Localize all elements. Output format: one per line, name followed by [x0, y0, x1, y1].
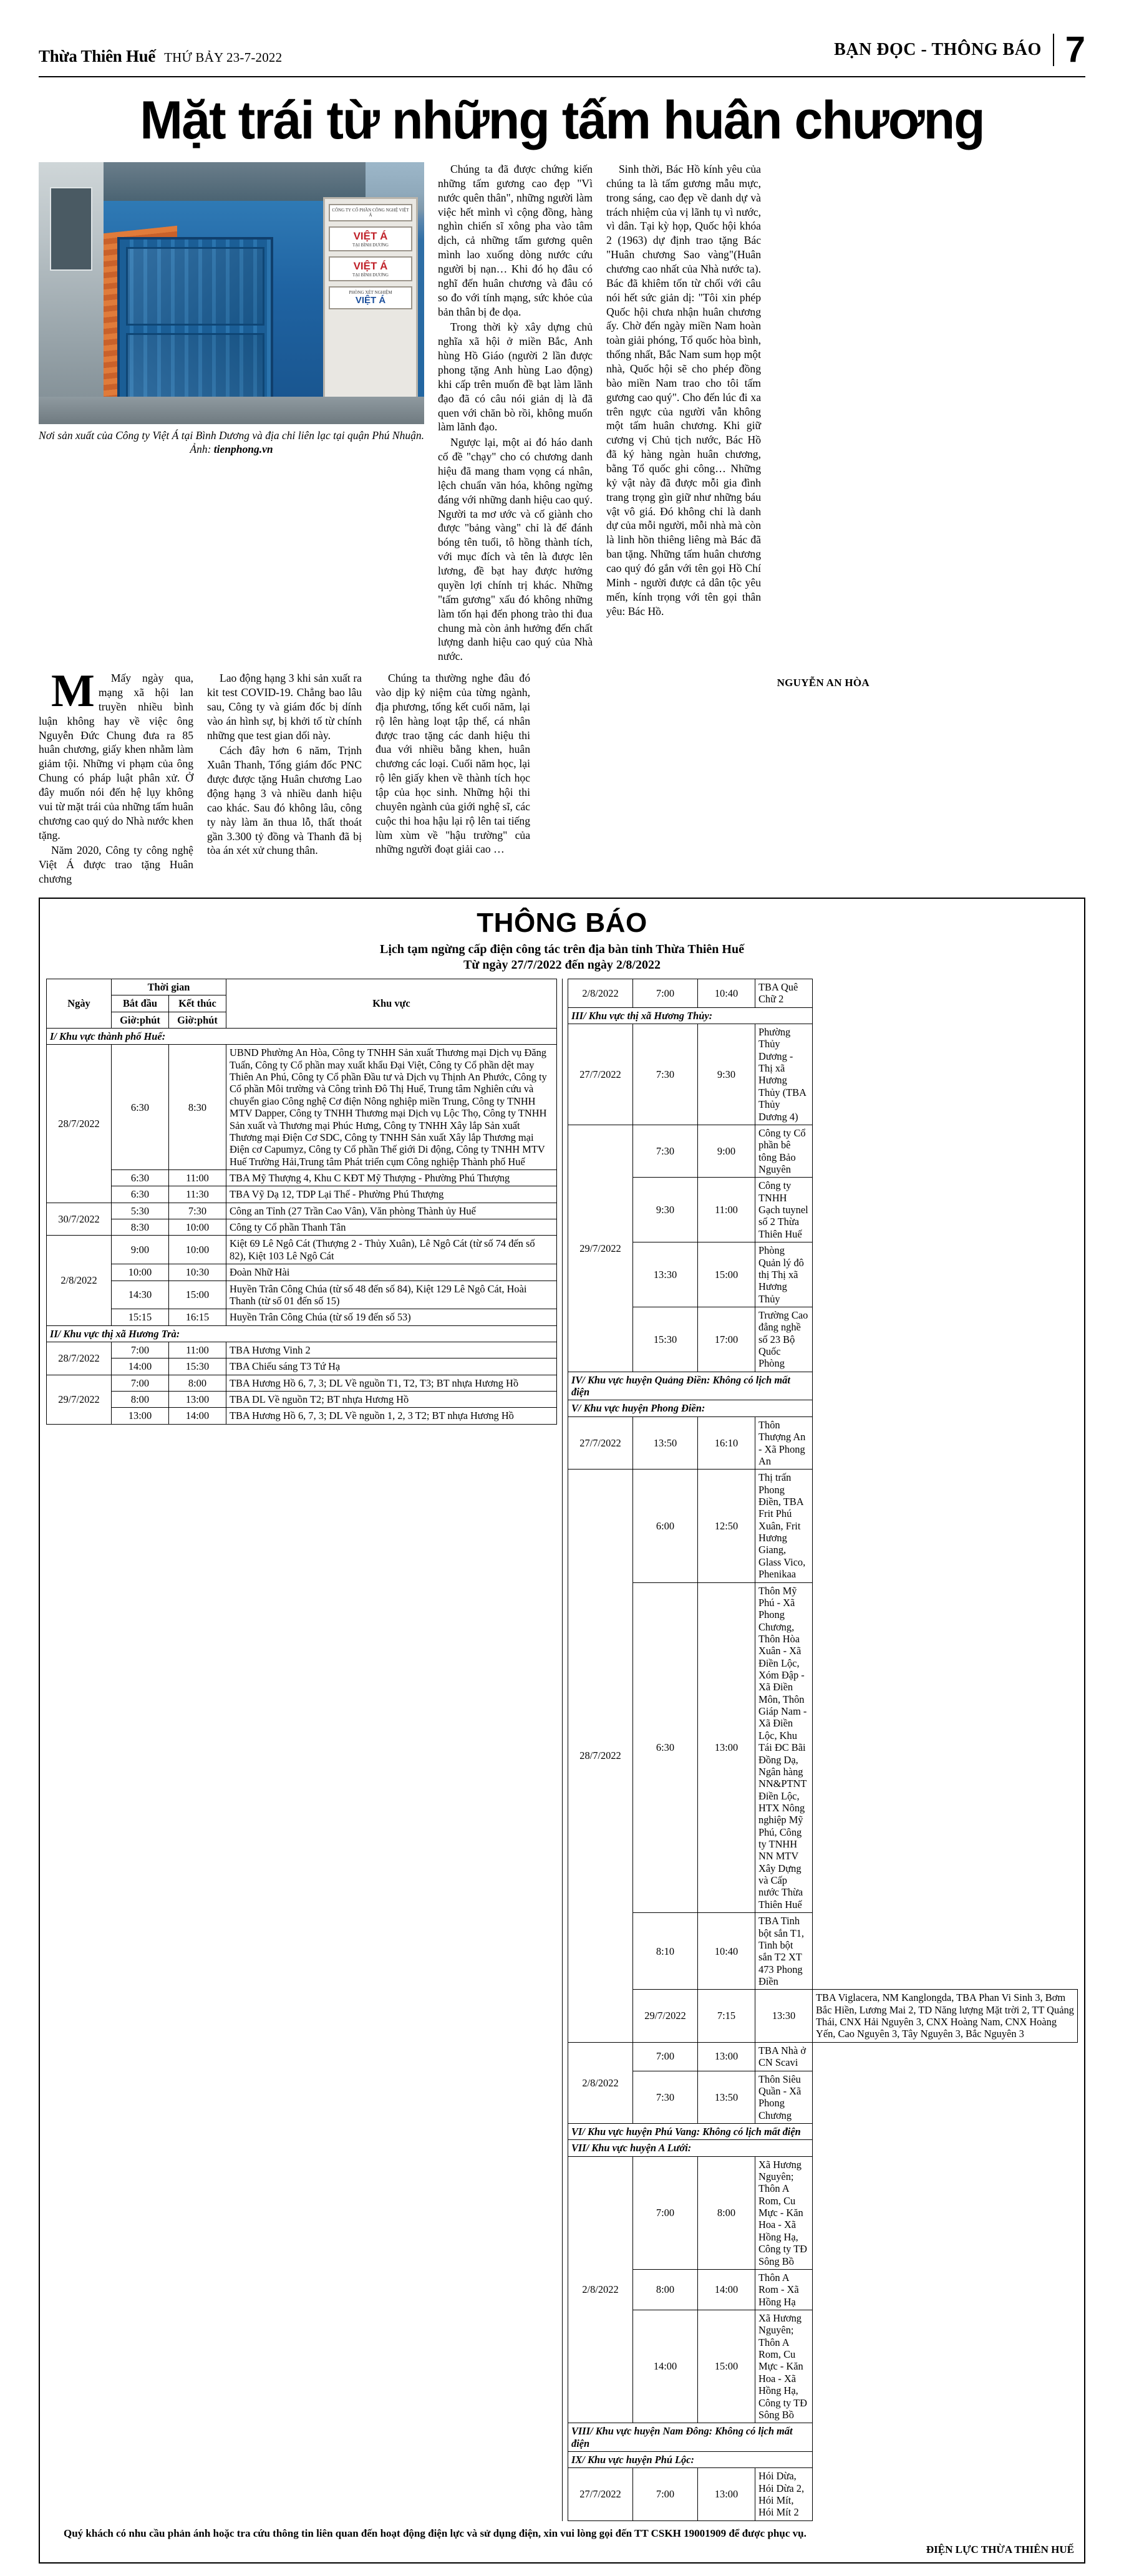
cell-area: TBA Viglacera, NM Kanglongda, TBA Phan Vi Sinh 3, Bơm Bắc Hiền, Lương Mai 2, TD Năng lượng Mặt trời 2, TT Quảng Thái, CNX Hải Nguyên 3, CNX Hoàng Nam, CNX Hoàng Yến, Cao Nguyên 3, Tây Nguyên 3, Bắc Nguyên 3: [813, 1990, 1078, 2042]
cell-area: TBA Mỹ Thượng 4, Khu C KĐT Mỹ Thượng - Phường Phú Thượng: [226, 1170, 557, 1186]
cell-area: Huyền Trân Công Chúa (từ số 19 đến số 53): [226, 1309, 557, 1325]
cell-start-time: 7:30: [633, 2071, 698, 2123]
article-column-3: Chúng ta thường nghe đâu đó vào dịp kỷ niệm của từng ngành, địa phương, tổng kết cuối năm, lại rộ lên hàng loạt tập thể, cá nhân được trao tặng các danh hiệu thi đua với nhiều bằng khen, huân chương các loại. Cuối năm học, lại rộ lên giấy khen về thành tích học tập của học sinh. Những hội thi chuyên ngành của giới nghệ sĩ, các cuộc thi hoa hậu lại rộ lên tai tiếng lùm xùm về "hậu trường" của những người đoạt giải cao …: [375, 672, 530, 856]
cell-end-time: 16:15: [169, 1309, 226, 1325]
cell-end-time: 15:00: [169, 1281, 226, 1309]
cell-start-time: 7:30: [633, 1125, 698, 1177]
article-column-2: Lao động hạng 3 khi sản xuất ra kit test COVID-19. Chẳng bao lâu sau, Công ty và giám đốc bị dính vào án hình sự, bị khởi tố từ chính những que test gian dối này. Cách đây hơn 6 năm, Trịnh Xuân Thanh, Tổng giám đốc PNC được được tặng Huân chương Lao động hạng 3 và nhiều danh hiệu cao khác. Sau đó không lâu, công ty này làm ăn thua lỗ, thất thoát gần 3.300 tỷ đồng và Thanh đã bị tòa án xét xử chung thân.: [207, 672, 362, 857]
section-label: VI/ Khu vực huyện Phú Vang: Không có lịch mất điện: [568, 2123, 813, 2139]
cell-date: 28/7/2022: [568, 1470, 633, 2043]
cell-start-time: 6:30: [112, 1186, 169, 1203]
cell-start-time: 7:15: [698, 1990, 755, 2042]
cell-start-time: 9:30: [633, 1178, 698, 1242]
notice-block: [39, 898, 1085, 2564]
table-row: [47, 1375, 557, 1391]
cell-start-time: 6:00: [633, 1470, 698, 1582]
section-label: VII/ Khu vực huyện A Lưới:: [568, 2140, 813, 2156]
cell-area: Kiệt 69 Lê Ngô Cát (Thượng 2 - Thủy Xuân), Lê Ngô Cát (từ số 74 đến số 82), Kiệt 103 Lê Ngô Cát: [226, 1236, 557, 1264]
table-header-row: [47, 979, 557, 995]
cell-start-time: 6:30: [112, 1045, 169, 1170]
cell-area: Phòng Quản lý đô thị Thị xã Hương Thủy: [755, 1242, 813, 1307]
photo-sign-2: VIỆT Á TẠI BÌNH DƯƠNG: [329, 256, 412, 281]
table-row: [568, 2269, 1078, 2310]
section-title: BẠN ĐỌC - THÔNG BÁO: [834, 40, 1042, 59]
paper-name: Thừa Thiên Huế: [39, 47, 156, 65]
cell-start-time: 8:30: [112, 1219, 169, 1236]
cell-start-time: 7:00: [112, 1375, 169, 1391]
table-section-row: [568, 1400, 1078, 1416]
outage-table-right-wrap: [562, 979, 1078, 2521]
cell-area: TBA Nhà ở CN Scavi: [755, 2042, 813, 2071]
table-section-row: [568, 1372, 1078, 1400]
cell-date: 28/7/2022: [47, 1045, 112, 1203]
section-label: II/ Khu vực thị xã Hương Trà:: [47, 1325, 557, 1342]
cell-end-time: 8:00: [698, 2156, 755, 2269]
cell-area: Thôn Siêu Quần - Xã Phong Chương: [755, 2071, 813, 2123]
cell-area: Huyền Trân Công Chúa (từ số 48 đến số 84), Kiệt 129 Lê Ngô Cát, Hoài Thanh (từ số 01 đến số 15): [226, 1281, 557, 1309]
cell-end-time: 17:00: [698, 1307, 755, 1372]
cell-date: 29/7/2022: [568, 1125, 633, 1372]
notice-subtitle: Lịch tạm ngừng cấp điện công tác trên địa bàn tỉnh Thừa Thiên Huế: [380, 942, 744, 956]
cell-date: 27/7/2022: [568, 2468, 633, 2520]
notice-footer-text: Quý khách có nhu cầu phản ánh hoặc tra cứu thông tin liên quan đến hoạt động điện lực và sử dụng điện, xin vui lòng gọi đến TT CSKH 19001909 để được phục vụ.: [64, 2527, 807, 2539]
cell-date: 30/7/2022: [47, 1203, 112, 1236]
outage-table-right: [568, 979, 1078, 2521]
cell-date: 2/8/2022: [47, 1236, 112, 1325]
photo-sign-3: PHÒNG XÉT NGHIỆM VIỆT Á: [329, 286, 412, 309]
cell-area: Phường Thủy Dương - Thị xã Hương Thủy (TBA Thủy Dương 4): [755, 1024, 813, 1125]
cell-end-time: 8:30: [169, 1045, 226, 1170]
photo-gate: [117, 237, 273, 424]
header-area: Khu vực: [226, 979, 557, 1028]
cell-end-time: 10:40: [698, 979, 755, 1007]
cell-area: Thôn Mỹ Phú - Xã Phong Chương, Thôn Hòa Xuân - Xã Điền Lộc, Xóm Đập - Xã Điền Môn, Thôn Giáp Nam - Xã Điền Lộc, Khu Tái ĐC Bãi Đồng Dạ, Ngân hàng NN&PTNT Điền Lộc, HTX Nông nghiệp Mỹ Phú, Công ty TNHH NN MTV Xây Dựng và Cấp nước Thừa Thiên Huế: [755, 1582, 813, 1913]
cell-date: 29/7/2022: [633, 1990, 698, 2042]
table-row: [47, 1264, 557, 1281]
cell-area: Thôn A Rom - Xã Hồng Hạ: [755, 2269, 813, 2310]
table-section-row: [568, 2140, 1078, 2156]
cell-end-time: 13:00: [698, 2468, 755, 2520]
header-start-unit: Giờ:phút: [112, 1012, 169, 1028]
cell-area: Công ty TNHH Gạch tuynel số 2 Thừa Thiên Huế: [755, 1178, 813, 1242]
cell-start-time: 13:00: [112, 1408, 169, 1424]
section-label: I/ Khu vực thành phố Huế:: [47, 1029, 557, 1045]
masthead-divider: [1053, 34, 1054, 66]
table-row: [568, 979, 1078, 1007]
cell-end-time: 10:40: [698, 1913, 755, 1990]
table-row: [568, 2310, 1078, 2423]
cell-end-time: 15:30: [169, 1358, 226, 1375]
header-time-group: Thời gian: [112, 979, 226, 995]
cell-area: TBA Hương Hồ 6, 7, 3; DL Về nguồn 1, 2, 3 T2; BT nhựa Hương Hồ: [226, 1408, 557, 1424]
cell-start-time: 15:30: [633, 1307, 698, 1372]
table-row: [47, 1203, 557, 1219]
cell-date: 28/7/2022: [47, 1342, 112, 1375]
cell-end-time: 10:00: [169, 1236, 226, 1264]
outage-table-left-wrap: [46, 979, 562, 2521]
photo-building-left: [39, 162, 112, 424]
cell-area: TBA DL Về nguồn T2; BT nhựa Hương Hồ: [226, 1392, 557, 1408]
cell-area: TBA Quê Chữ 2: [755, 979, 813, 1007]
table-section-row: [568, 2451, 1078, 2467]
cell-area: Công ty Cổ phần bê tông Bảo Nguyên: [755, 1125, 813, 1177]
cell-area: TBA Hương Hồ 6, 7, 3; DL Về nguồn T1, T2, T3; BT nhựa Hương Hồ: [226, 1375, 557, 1391]
cell-end-time: 13:50: [698, 2071, 755, 2123]
section-label: IX/ Khu vực huyện Phú Lộc:: [568, 2451, 813, 2467]
photo-caption-text: Nơi sản xuất của Công ty Việt Á tại Bình Dương và địa chỉ liên lạc tại quận Phú Nhuận. Ảnh:: [39, 429, 424, 455]
cell-end-time: 13:00: [169, 1392, 226, 1408]
header-date: Ngày: [47, 979, 112, 1028]
masthead-right: [834, 29, 1085, 70]
cell-start-time: 7:00: [112, 1342, 169, 1358]
table-row: [568, 2042, 1078, 2071]
cell-start-time: 14:30: [112, 1281, 169, 1309]
cell-end-time: 10:00: [169, 1219, 226, 1236]
notice-signature: ĐIỆN LỰC THỪA THIÊN HUẾ: [926, 2543, 1074, 2555]
cell-area: Thị trấn Phong Điền, TBA Frit Phú Xuân, Frit Hương Giang, Glass Vico, Phenikaa: [755, 1470, 813, 1582]
cell-end-time: 7:30: [169, 1203, 226, 1219]
table-row: [568, 1470, 1078, 1582]
cell-area: Trường Cao đẳng nghề số 23 Bộ Quốc Phòng: [755, 1307, 813, 1372]
cell-area: Thôn Thượng An - Xã Phong An: [755, 1416, 813, 1469]
table-section-row: [568, 2123, 1078, 2139]
table-row: [47, 1045, 557, 1170]
cell-end-time: 14:00: [698, 2269, 755, 2310]
masthead-rule: [39, 76, 1085, 77]
cell-date: 27/7/2022: [568, 1024, 633, 1125]
photo-sign-company: CÔNG TY CỔ PHẦN CÔNG NGHỆ VIỆT Á: [329, 204, 412, 221]
outage-table-left: [46, 979, 557, 1425]
cell-area: TBA Tinh bột sắn T1, Tinh bột sắn T2 XT 473 Phong Điền: [755, 1913, 813, 1990]
cell-area: Xã Hương Nguyên; Thôn A Rom, Cu Mực - Kăn Hoa - Xã Hồng Hạ, Công ty TĐ Sông Bồ: [755, 2156, 813, 2269]
cell-start-time: 8:10: [633, 1913, 698, 1990]
table-row: [47, 1281, 557, 1309]
cell-start-time: 9:00: [112, 1236, 169, 1264]
table-row: [47, 1408, 557, 1424]
cell-start-time: 13:50: [633, 1416, 698, 1469]
cell-area: Đoàn Nhữ Hài: [226, 1264, 557, 1281]
table-row: [568, 1307, 1078, 1372]
cell-date: 2/8/2022: [568, 979, 633, 1007]
cell-area: Công an Tỉnh (27 Trần Cao Vân), Văn phòng Thành ủy Huế: [226, 1203, 557, 1219]
table-row: [568, 2156, 1078, 2269]
cell-start-time: 13:30: [633, 1242, 698, 1307]
article-top-text: [438, 162, 1085, 665]
table-section-row: [47, 1325, 557, 1342]
table-row: [47, 1170, 557, 1186]
table-row: [47, 1392, 557, 1408]
cell-start-time: 5:30: [112, 1203, 169, 1219]
header-start: Bắt đầu: [112, 995, 169, 1012]
cell-start-time: 6:30: [112, 1170, 169, 1186]
table-row: [47, 1219, 557, 1236]
cell-end-time: 9:30: [698, 1024, 755, 1125]
cell-end-time: 13:30: [755, 1990, 813, 2042]
outage-table-head: [47, 979, 557, 1028]
masthead: [39, 29, 1085, 72]
cell-end-time: 11:00: [698, 1178, 755, 1242]
cell-start-time: 7:00: [633, 2042, 698, 2071]
table-row: [568, 1990, 1078, 2042]
article-top: [39, 162, 1085, 665]
cell-end-time: 11:00: [169, 1342, 226, 1358]
table-section-row: [568, 2423, 1078, 2452]
notice-tables: [46, 979, 1078, 2521]
cell-start-time: 7:30: [633, 1024, 698, 1125]
cell-area: Công ty Cổ phần Thanh Tân: [226, 1219, 557, 1236]
cell-end-time: 13:00: [698, 1582, 755, 1913]
cell-start-time: 15:15: [112, 1309, 169, 1325]
cell-area: Hói Dừa, Hói Dừa 2, Hói Mít, Hói Mít 2: [755, 2468, 813, 2520]
cell-end-time: 8:00: [169, 1375, 226, 1391]
cell-start-time: 6:30: [633, 1582, 698, 1913]
article-headline: Mặt trái từ những tấm huân chương: [140, 90, 984, 150]
article-column-4: [544, 671, 870, 888]
cell-start-time: 7:00: [633, 2468, 698, 2520]
header-end-unit: Giờ:phút: [169, 1012, 226, 1028]
masthead-left: [39, 47, 282, 66]
cell-start-time: 8:00: [633, 2269, 698, 2310]
photo-ground: [39, 397, 424, 424]
section-label: IV/ Khu vực huyện Quảng Điền: Không có lịch mất điện: [568, 1372, 813, 1400]
cell-start-time: 7:00: [633, 2156, 698, 2269]
table-row: [47, 1342, 557, 1358]
photo-caption: [39, 429, 424, 457]
notice-date-range: Từ ngày 27/7/2022 đến ngày 2/8/2022: [463, 957, 661, 972]
cell-end-time: 10:30: [169, 1264, 226, 1281]
table-row: [47, 1236, 557, 1264]
photo-sign-board: [323, 197, 418, 408]
table-section-row: [568, 1007, 1078, 1024]
article-bottom: [39, 666, 1085, 888]
cell-end-time: 16:10: [698, 1416, 755, 1469]
article-column-1: M Mấy ngày qua, mạng xã hội lan truyền nhiều bình luận không hay về việc ông Nguyễn Đức Chung đưa ra 85 huân chương, giấy khen nhằm làm giảm tội. Những vi phạm của ông Chung có pháp luật phân xử. Ở đây muốn nói đến hệ lụy không vui từ mặt trái của những tấm huân chương cao quý do Nhà nước khen tặng. Năm 2020, Công ty công nghệ Việt Á được trao tặng Huân chương: [39, 666, 193, 886]
cell-start-time: 7:00: [633, 979, 698, 1007]
cell-start-time: 8:00: [112, 1392, 169, 1408]
section-label: VIII/ Khu vực huyện Nam Đông: Không có lịch mất điện: [568, 2423, 813, 2452]
article-column-5: Chúng ta đã được chứng kiến những tấm gương cao đẹp "Vì nước quên thân", những người làm việc hết mình vì cộng đồng, hàng nghìn chiến sĩ xông pha vào tâm dịch, cả những tấm gương quên mình lao xuống dòng nước cứu người bị nạn… Khi đó họ đâu có nghĩ đến huân chương và đâu có so đo với tính mạng, sức khỏe của bản thân bị đe dọa. Trong thời kỳ xây dựng chủ nghĩa xã hội ở miền Bắc, Anh hùng Hồ Giáo (người 2 lần được phong tặng Anh hùng Lao động) khi cấp trên muốn đề bạt làm lãnh đạo đã có câu nói giản dị là đã quen với chăn bò rồi, không muốn làm lãnh đạo. Ngược lại, một ai đó háo danh cố đề "chạy" cho có chương danh hiệu đã mang tham vọng cá nhân, lệch chuẩn văn hóa, không ngừng đáng với những danh hiệu cao quý. Người ta mơ ước và cố giành cho được "bảng vàng" chỉ là để đánh bóng tên tuổi, tô hồng thành tích, với mục đích và tên là được lên lương, đề bạt hay được hưởng quyền lợi chính trị khác. Những "tấm gương" xấu đó không những làm tốn hại đến phong trào thi đua chung mà còn ảnh hưởng đến chất lượng danh hiệu cao quý của Nhà nước.: [438, 163, 593, 663]
article-photo: [39, 162, 424, 424]
table-row: [47, 1309, 557, 1325]
drop-cap: M: [51, 666, 95, 717]
cell-end-time: 9:00: [698, 1125, 755, 1177]
cell-area: Xã Hương Nguyên; Thôn A Rom, Cu Mực - Kăn Hoa - Xã Hồng Hạ, Công ty TĐ Sông Bồ: [755, 2310, 813, 2423]
cell-area: UBND Phường An Hòa, Công ty TNHH Sản xuất Thương mại Dịch vụ Đăng Tuấn, Công ty Cổ phần may xuất khẩu Đại Việt, Công ty Cổ phần dệt may Thiên An Phú, Công ty Cổ phần Đầu tư và Dịch vụ Thịnh An Phước, Công ty Cổ phần Môi trường và Công trình Đô Thị Huế, Trung tâm Nghiên cứu và chuyển giao Công nghệ Cơ điện Nông nghiệp miền Trung, Công ty TNHH MTV Dapper, Công ty TNHH Thương mại Dịch vụ Lộc Thọ, Công ty TNHH Sản xuất và Thương mại Phúc Hưng, Công ty TNHH Xây lắp Sản xuất Thương mại Điện Cơ SDC, Công ty TNHH Sản xuất Xây lắp Thương mại Điện cơ Capumyz, Công ty Cổ phần Thế giới Di động, Công ty TNHH MTV Huế Trường Hải,Trung tâm Phát triển cụm Công nghiệp Thành phố Huế: [226, 1045, 557, 1170]
cell-start-time: 10:00: [112, 1264, 169, 1281]
table-row: [568, 2468, 1078, 2520]
cell-start-time: 14:00: [112, 1358, 169, 1375]
table-row: [568, 1178, 1078, 1242]
cell-date: 2/8/2022: [568, 2156, 633, 2423]
page-number: 7: [1065, 29, 1085, 70]
cell-area: TBA Chiếu sáng T3 Tứ Hạ: [226, 1358, 557, 1375]
outage-table-right-body: [568, 979, 1078, 2520]
cell-end-time: 11:00: [169, 1170, 226, 1186]
cell-date: 2/8/2022: [568, 2042, 633, 2123]
table-row: [568, 2071, 1078, 2123]
table-row: [568, 1024, 1078, 1125]
photo-caption-source: tienphong.vn: [213, 442, 273, 455]
outage-table-left-body: [47, 1029, 557, 1425]
notice-footer: [46, 2527, 1078, 2540]
photo-sign-1: VIỆT Á TẠI BÌNH DƯƠNG: [329, 226, 412, 251]
table-row: [568, 1582, 1078, 1913]
section-label: V/ Khu vực huyện Phong Điền:: [568, 1400, 813, 1416]
issue-date: THỨ BẢY 23-7-2022: [164, 50, 283, 65]
section-label: III/ Khu vực thị xã Hương Thủy:: [568, 1007, 813, 1024]
table-row: [568, 1242, 1078, 1307]
header-end: Kết thúc: [169, 995, 226, 1012]
article-byline: NGUYỄN AN HÒA: [777, 677, 870, 689]
cell-date: 27/7/2022: [568, 1416, 633, 1469]
cell-end-time: 13:00: [698, 2042, 755, 2071]
cell-end-time: 12:50: [698, 1470, 755, 1582]
notice-title: THÔNG BÁO: [477, 907, 647, 938]
photo-column: [39, 162, 424, 665]
cell-end-time: 14:00: [169, 1408, 226, 1424]
cell-end-time: 11:30: [169, 1186, 226, 1203]
table-row: [47, 1358, 557, 1375]
table-row: [568, 1125, 1078, 1177]
cell-end-time: 15:00: [698, 1242, 755, 1307]
table-section-row: [47, 1029, 557, 1045]
cell-area: TBA Vỹ Dạ 12, TDP Lại Thế - Phường Phú Thượng: [226, 1186, 557, 1203]
cell-date: 29/7/2022: [47, 1375, 112, 1424]
table-row: [568, 1416, 1078, 1469]
table-row: [47, 1186, 557, 1203]
cell-start-time: 14:00: [633, 2310, 698, 2423]
cell-area: TBA Hương Vinh 2: [226, 1342, 557, 1358]
cell-end-time: 15:00: [698, 2310, 755, 2423]
table-row: [568, 1913, 1078, 1990]
article-column-6: Sinh thời, Bác Hồ kính yêu của chúng ta là tấm gương mẫu mực, trong sáng, cao đẹp về danh dự và trách nhiệm của vị lãnh tụ vì nước, vì dân. Tại kỳ họp, Quốc hội khóa 2 (1963) dự định trao tặng Bác "Huân chương Sao vàng"(Huân chương cao nhất của Nhà nước ta). Bác đã khiêm tốn từ chối với câu nói hết sức giản dị: "Tôi xin phép Quốc hội chưa nhận huân chương ấy. Chờ đến ngày miền Nam hoàn toàn giải phóng, Tổ quốc hòa bình, thống nhất, Bắc Nam sum họp một nhà, Quốc hội sẽ cho phép đồng bào miền Nam trao cho tôi tấm gương cao quý". Cho đến lúc đi xa trên ngực của người vẫn không một tấm huân chương. Khi giữ cương vị Chủ tịch nước, Bác Hồ đã ký hàng ngàn huân chương, bằng Tổ quốc ghi công… Những kỷ vật này đã được mỗi gia đình trang trọng gìn giữ như những báu vật vô giá. Đó không chỉ là danh dự của mỗi người, mỗi nhà mà còn là linh hồn thiêng liêng mà Bác đã ban tặng. Những tấm huân chương cao quý đó gắn với tên gọi Hồ Chí Minh - người được cả dân tộc yêu mến, kính trọng với tên gọi thân yêu: Bác Hồ.: [606, 163, 761, 617]
